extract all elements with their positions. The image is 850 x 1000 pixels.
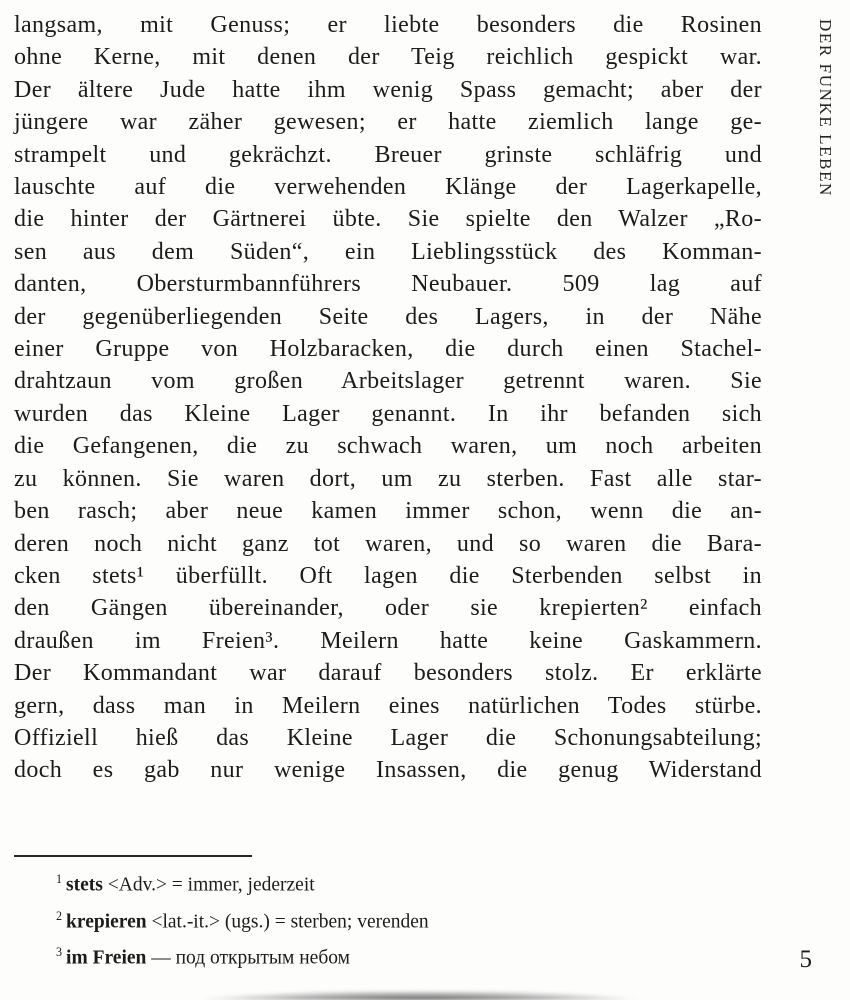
body-line: ohne Kerne, mit denen der Teig reichlich gespickt war. [14,44,762,71]
body-line: den Gängen übereinander, oder sie krepierten² einfach [14,595,762,622]
footnote [56,937,706,974]
body-line: Der ältere Jude hatte ihm wenig Spass gemacht; aber der [14,76,762,103]
footnotes [56,864,706,974]
body-line: strampelt und gekrächzt. Breuer grinste schläfrig und [14,141,762,168]
body-line: ben rasch; aber neue kamen immer schon, wenn die an- [14,498,762,525]
footnote-text: — под открытым небом [146,947,350,969]
body-line: die hinter der Gärtnerei übte. Sie spielte den Walzer „Ro- [14,206,762,233]
footnote-term: krepieren [66,911,147,932]
footnote-text: <lat.-it.> (ugs.) = sterben; verenden [146,911,429,932]
body-line: Offiziell hieß das Kleine Lager die Schonungsabteilung; [14,724,762,751]
body-line: sen aus dem Süden“, ein Lieblingsstück des Komman- [14,238,762,265]
body-line: langsam, mit Genuss; er liebte besonders die Rosinen [14,12,762,38]
footnote-marker: 1 [56,872,63,886]
body-text [14,9,762,787]
footnote-term: im Freien [66,947,147,969]
footnote [56,864,706,901]
body-line: zu können. Sie waren dort, um zu sterben. Fast alle star- [14,465,762,492]
body-line: doch es gab nur wenige Insassen, die genug Widerstand [14,757,762,784]
body-line: drahtzaun vom großen Arbeitslager getrennt waren. Sie [14,368,762,395]
body-line: cken stets¹ überfüllt. Oft lagen die Sterbenden selbst in [14,562,762,589]
running-title: DER FUNKE LEBEN [816,19,835,197]
body-line: draußen im Freien³. Meilern hatte keine Gaskammern. [14,627,762,654]
scan-artifact [172,991,667,1000]
footnote-divider [14,855,252,857]
body-line: deren noch nicht ganz tot waren, und so waren die Bara- [14,530,762,557]
body-line: einer Gruppe von Holzbaracken, die durch einen Stachel- [14,336,762,363]
footnote-text: <Adv.> = immer, jederzeit [102,874,315,896]
footnote-term: stets [66,874,103,896]
body-line: die Gefangenen, die zu schwach waren, um noch arbeiten [14,433,762,460]
body-line: lauschte auf die verwehenden Klänge der Lagerkapelle, [14,174,762,201]
footnote [56,901,706,938]
body-line: gern, dass man in Meilern eines natürlichen Todes stürbe. [14,692,762,719]
body-line: Der Kommandant war darauf besonders stolz. Er erklärte [14,660,762,687]
footnote-marker: 3 [56,945,63,959]
page-number: 5 [799,946,812,973]
body-line: der gegenüberliegenden Seite des Lagers, in der Nähe [14,303,762,330]
body-line: wurden das Kleine Lager genannt. In ihr befanden sich [14,400,762,427]
body-line: jüngere war zäher gewesen; er hatte ziemlich lange ge- [14,109,762,136]
footnote-marker: 2 [56,908,63,923]
body-line: danten, Obersturmbannführers Neubauer. 509 lag auf [14,271,762,298]
